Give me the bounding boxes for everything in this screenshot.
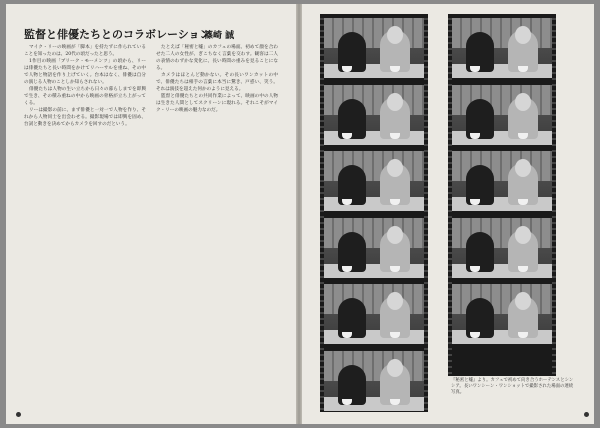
film-still-photo: [324, 85, 424, 145]
teacup: [518, 66, 528, 72]
teacup: [470, 266, 480, 272]
film-still-photo: [324, 218, 424, 278]
article-title: 監督と俳優たちとのコラボレーション: [24, 28, 211, 41]
film-still-photo: [324, 18, 424, 78]
text-column-2: [156, 44, 278, 410]
paragraph: カメラはほとんど動かない。その長いワンカットの中で、俳優たちは相手の言葉に本当に驚き、戸惑い、笑う。それは演技を超えた何かのように見える。: [156, 73, 278, 92]
film-still-photo: [324, 151, 424, 211]
teacup: [342, 133, 352, 139]
teacup: [390, 399, 400, 405]
teacup: [470, 66, 480, 72]
film-strip-left: [320, 14, 428, 412]
woman-right-head: [387, 226, 403, 244]
right-page: [302, 4, 594, 424]
film-still-photo: [324, 284, 424, 344]
paragraph: 俳優たちは人物の生い立ちから日々の暮らしまでを即興で生き、その積み重ねの中から映画の骨格が立ち上がってくる。: [24, 87, 146, 106]
woman-right-head: [387, 26, 403, 44]
article-author: 篠崎 誠: [204, 31, 235, 41]
film-strip-right: [448, 14, 556, 412]
photo-caption: 『秘密と嘘』より。カフェで初めて向き合うホーテンスとシンシア。長いワンシーン・ワンショットで撮影された場面の連続写真。: [448, 376, 580, 416]
woman-right-head: [515, 93, 531, 111]
teacup: [390, 133, 400, 139]
woman-right-head: [515, 226, 531, 244]
film-still-photo: [324, 351, 424, 411]
paragraph: 監督と俳優たちとの共同作業によって、映画の中の人物は生きた人間としてスクリーンに現れる。それこそがマイク・リーの映画の魅力なのだ。: [156, 94, 278, 113]
woman-right-head: [387, 359, 403, 377]
teacup: [342, 66, 352, 72]
sprocket-edge: [424, 14, 428, 412]
text-column-1: [24, 44, 146, 410]
magazine-spread: [6, 4, 594, 424]
paragraph: 1作目の映画「ブリーク・モーメンツ」の頃から、リーは俳優たちと長い時間をかけてリハーサルを重ね、その中で人物と物語を作り上げていく。台本はなく、俳優は自分の演じる人物のことしか知らされない。: [24, 59, 146, 85]
page-marker-dot: [584, 412, 589, 417]
paragraph: たとえば「秘密と嘘」のカフェの場面。初めて顔を合わせた二人の女性が、ぎこちなく言葉を交わす。観客は二人の表情のわずかな変化に、長い時間の重みを見ることになる。: [156, 45, 278, 71]
woman-right-head: [515, 26, 531, 44]
film-still-photo: [452, 151, 552, 211]
teacup: [342, 266, 352, 272]
teacup: [518, 133, 528, 139]
left-page: [6, 4, 296, 424]
teacup: [390, 266, 400, 272]
paragraph: リーは撮影の前に、まず俳優と一対一で人物を作り、それから人物同士を出会わせる。撮影現場では即興を固め、台詞と動きを決めてからカメラを回すのだという。: [24, 108, 146, 127]
film-still-photo: [452, 218, 552, 278]
woman-right-head: [387, 93, 403, 111]
teacup: [470, 133, 480, 139]
teacup: [390, 66, 400, 72]
film-still-photo: [452, 18, 552, 78]
teacup: [518, 266, 528, 272]
film-still-photo: [452, 85, 552, 145]
paragraph: マイク・リーの映画が「脚本」を持たずに作られていることを知ったのは、20代の頃だったと思う。: [24, 45, 146, 57]
film-still-photo: [452, 284, 552, 344]
teacup: [342, 399, 352, 405]
sprocket-edge: [552, 14, 556, 412]
page-marker-dot: [16, 412, 21, 417]
